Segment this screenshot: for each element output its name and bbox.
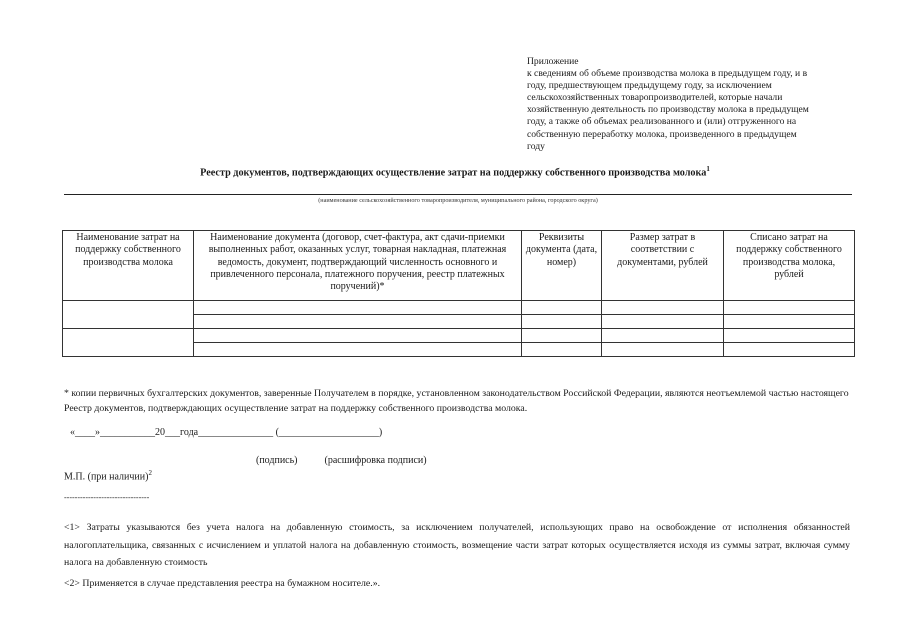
table-cell[interactable]: [602, 343, 724, 357]
appendix-line: сельскохозяйственных товаропроизводителей, которые начали: [527, 92, 783, 104]
table-cell[interactable]: [602, 315, 724, 329]
table-cell[interactable]: [522, 329, 602, 343]
table-cell[interactable]: [724, 329, 855, 343]
table-cell[interactable]: [194, 329, 522, 343]
appendix-line: Приложение: [527, 56, 579, 67]
stamp-place: [64, 469, 152, 482]
register-table: [62, 230, 855, 357]
footnote-2: <2> Применяется в случае представления реестра на бумажном носителе.».: [64, 578, 381, 589]
header-cell-written-off: Списано затрат на поддержку собственного производства молока, рублей: [724, 231, 855, 301]
table-cell[interactable]: [63, 329, 194, 357]
footnote-star: * копии первичных бухгалтерских документов, заверенные Получателем в порядке, установленном законодательством Российской Федерации, являются неотъемлемой частью настоящего Реестр документов, подтверждающих осуществление затрат на поддержку собственного производства молока.: [64, 388, 849, 415]
org-caption: (наименование сельскохозяйственного товаропроизводителя, муниципального района, городского округа): [318, 197, 598, 204]
table-cell[interactable]: [194, 343, 522, 357]
date-signature-line: «____»___________20___года_______________ (____________________): [70, 427, 383, 438]
signature-captions: [256, 455, 427, 466]
table-cell[interactable]: [522, 343, 602, 357]
appendix-line: году: [527, 140, 545, 152]
table-cell[interactable]: [522, 315, 602, 329]
header-cell-document-name: Наименование документа (договор, счет-фактура, акт сдачи-приемки выполненных работ, оказанных услуг, товарная накладная, платежная ведомость, документ, подтверждающий численность основного и привлеченного персонала, платежного поручения, реестр платежных поручений)*: [194, 231, 522, 301]
table-header-row: [63, 231, 855, 301]
table-row: [63, 301, 855, 315]
document-title-text: Реестр документов, подтверждающих осуществление затрат на поддержку собственного производства молока: [200, 167, 707, 179]
table-cell[interactable]: [724, 343, 855, 357]
table-cell[interactable]: [602, 329, 724, 343]
table-row: [63, 329, 855, 343]
document-title: [60, 165, 850, 178]
signature-caption: (подпись): [256, 455, 298, 466]
table-cell[interactable]: [724, 301, 855, 315]
table-cell[interactable]: [724, 315, 855, 329]
stamp-footnote-mark: 2: [148, 469, 152, 477]
table-cell[interactable]: [194, 315, 522, 329]
decoding-caption: (расшифровка подписи): [324, 455, 427, 466]
table-cell[interactable]: [63, 301, 194, 329]
header-cell-cost-name: Наименование затрат на поддержку собственного производства молока: [63, 231, 194, 301]
appendix-line: хозяйственную деятельность по производству молока в предыдущем: [527, 104, 809, 116]
table-cell[interactable]: [602, 301, 724, 315]
appendix-line: к сведениям об объеме производства молока в предыдущем году, и в: [527, 68, 808, 80]
header-cell-document-details: Реквизиты документа (дата, номер): [522, 231, 602, 301]
appendix-line: году, а также об объемах реализованного и (или) отгруженного на: [527, 116, 797, 128]
appendix-line: году, предшествующем предыдущему году, за исключением: [527, 80, 772, 92]
appendix-line: собственную переработку молока, произведенного в предыдущем: [527, 128, 797, 140]
header-cell-cost-amount: Размер затрат в соответствии с документами, рублей: [602, 231, 724, 301]
table-cell[interactable]: [522, 301, 602, 315]
stamp-text: М.П. (при наличии): [64, 471, 149, 483]
footnote-separator: --------------------------------: [64, 493, 150, 502]
org-name-line: [64, 194, 852, 195]
title-footnote-mark: 1: [706, 165, 710, 173]
appendix-block: [527, 56, 852, 153]
footnote-1: <1> Затраты указываются без учета налога на добавленную стоимость, за исключением получателей, использующих право на освобождение от исполнения обязанностей налогоплательщика, связанных с исчислением и уплатой налога на добавленную стоимость, возмещение части затрат которых осуществляется исходя из суммы затрат, включая сумму налога на добавленную стоимость: [64, 522, 850, 568]
table-cell[interactable]: [194, 301, 522, 315]
